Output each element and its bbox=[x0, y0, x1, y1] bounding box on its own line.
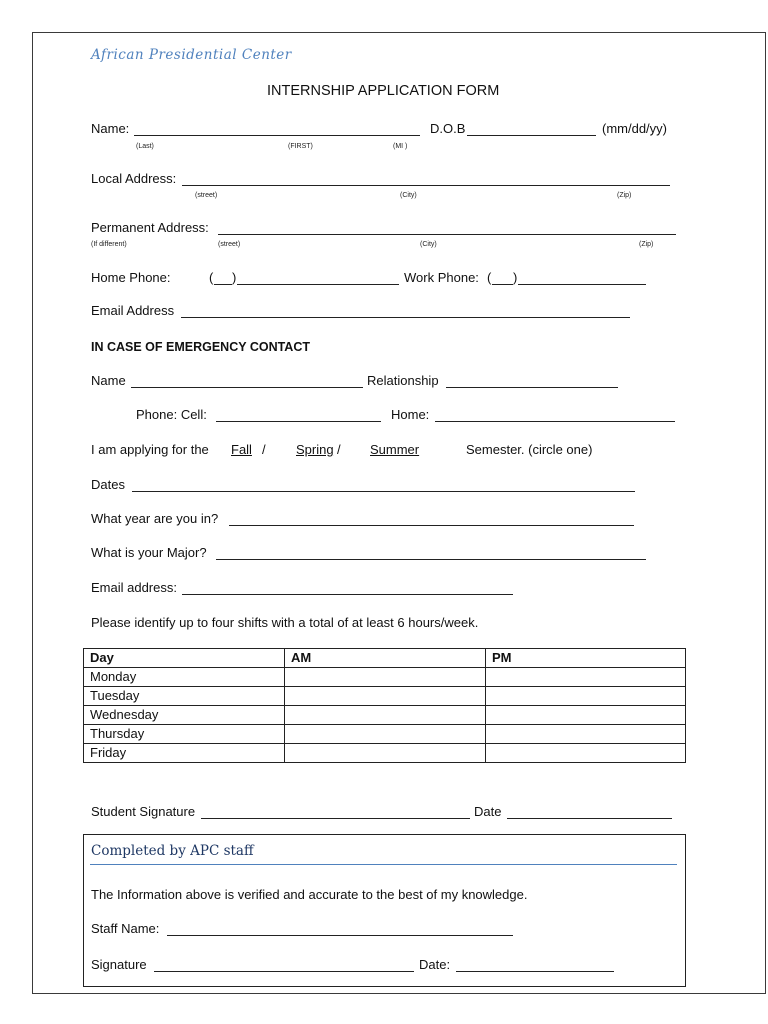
shift-table bbox=[83, 648, 686, 763]
home-phone-paren-open: ( bbox=[209, 270, 214, 285]
staff-date-label: Date: bbox=[419, 957, 451, 972]
name-label: Name: bbox=[91, 121, 130, 136]
table-row bbox=[84, 725, 686, 744]
header-day: Day bbox=[84, 649, 285, 668]
permanent-street-hint: (street) bbox=[218, 241, 241, 248]
dates-label: Dates bbox=[91, 477, 125, 492]
header-am: AM bbox=[285, 649, 486, 668]
major-label: What is your Major? bbox=[91, 545, 207, 560]
pm-cell[interactable] bbox=[486, 706, 686, 725]
local-zip-hint: (Zip) bbox=[617, 192, 632, 199]
signature-date-line[interactable] bbox=[507, 818, 672, 819]
staff-date-line[interactable] bbox=[456, 971, 614, 972]
email-address-line[interactable] bbox=[181, 317, 630, 318]
email-address-2-line[interactable] bbox=[182, 594, 513, 595]
staff-name-label: Staff Name: bbox=[91, 921, 160, 936]
pm-cell[interactable] bbox=[486, 744, 686, 763]
permanent-city-hint: (City) bbox=[420, 241, 437, 248]
work-phone-number-line[interactable] bbox=[518, 284, 646, 285]
day-cell: Thursday bbox=[84, 725, 285, 744]
home-phone-number-line[interactable] bbox=[237, 284, 399, 285]
dob-field-line[interactable] bbox=[467, 135, 596, 136]
day-cell: Tuesday bbox=[84, 687, 285, 706]
emergency-name-line[interactable] bbox=[131, 387, 363, 388]
work-phone-area-line[interactable] bbox=[492, 284, 513, 285]
semester-summer-option[interactable]: Summer bbox=[370, 442, 420, 457]
day-cell: Friday bbox=[84, 744, 285, 763]
staff-name-line[interactable] bbox=[167, 935, 513, 936]
work-phone-label: Work Phone: bbox=[404, 270, 479, 285]
student-signature-line[interactable] bbox=[201, 818, 470, 819]
name-first-hint: (FIRST) bbox=[288, 143, 313, 150]
name-mi-hint: (MI ) bbox=[393, 143, 408, 150]
table-header-row bbox=[84, 649, 686, 668]
home-phone-area-line[interactable] bbox=[214, 284, 232, 285]
emergency-home-line[interactable] bbox=[435, 421, 675, 422]
emergency-cell-line[interactable] bbox=[216, 421, 381, 422]
shifts-note: Please identify up to four shifts with a total of at least 6 hours/week. bbox=[91, 615, 479, 630]
am-cell[interactable] bbox=[285, 744, 486, 763]
table-row bbox=[84, 706, 686, 725]
permanent-zip-hint: (Zip) bbox=[639, 241, 654, 248]
permanent-if-different-hint: (If different) bbox=[91, 241, 127, 248]
emergency-name-label: Name bbox=[91, 373, 126, 388]
semester-fall-option[interactable]: Fall bbox=[231, 442, 252, 457]
dates-line[interactable] bbox=[132, 491, 635, 492]
name-last-hint: (Last) bbox=[136, 143, 154, 150]
local-address-label: Local Address: bbox=[91, 171, 177, 186]
local-street-hint: (street) bbox=[195, 192, 218, 199]
emergency-home-label: Home: bbox=[391, 407, 430, 422]
form-title: INTERNSHIP APPLICATION FORM bbox=[267, 83, 500, 99]
table-row bbox=[84, 744, 686, 763]
name-field-line[interactable] bbox=[134, 135, 420, 136]
table-row bbox=[84, 687, 686, 706]
pm-cell[interactable] bbox=[486, 668, 686, 687]
am-cell[interactable] bbox=[285, 706, 486, 725]
permanent-address-label: Permanent Address: bbox=[91, 220, 209, 235]
staff-signature-label: Signature bbox=[91, 957, 147, 972]
table-row bbox=[84, 668, 686, 687]
day-cell: Wednesday bbox=[84, 706, 285, 725]
signature-date-label: Date bbox=[474, 804, 502, 819]
am-cell[interactable] bbox=[285, 668, 486, 687]
semester-separator-1: / bbox=[262, 442, 266, 457]
semester-separator-2: / bbox=[337, 442, 341, 457]
year-label: What year are you in? bbox=[91, 511, 219, 526]
student-signature-label: Student Signature bbox=[91, 804, 196, 819]
emergency-heading: IN CASE OF EMERGENCY CONTACT bbox=[91, 340, 310, 354]
relationship-label: Relationship bbox=[367, 373, 439, 388]
work-phone-paren-open: ( bbox=[487, 270, 492, 285]
local-address-line[interactable] bbox=[182, 185, 670, 186]
year-line[interactable] bbox=[229, 525, 634, 526]
home-phone-label: Home Phone: bbox=[91, 270, 171, 285]
pm-cell[interactable] bbox=[486, 725, 686, 744]
home-phone-paren-close: ) bbox=[232, 270, 237, 285]
semester-suffix: Semester. (circle one) bbox=[466, 442, 593, 457]
semester-prefix: I am applying for the bbox=[91, 442, 209, 457]
staff-section-title: Completed by APC staff bbox=[91, 843, 254, 859]
dob-format: (mm/dd/yy) bbox=[602, 121, 667, 136]
staff-signature-line[interactable] bbox=[154, 971, 414, 972]
staff-title-rule bbox=[90, 864, 677, 865]
semester-spring-option[interactable]: Spring bbox=[296, 442, 334, 457]
email-address-label: Email Address bbox=[91, 303, 175, 318]
local-city-hint: (City) bbox=[400, 192, 417, 199]
pm-cell[interactable] bbox=[486, 687, 686, 706]
email-address-2-label: Email address: bbox=[91, 580, 177, 595]
am-cell[interactable] bbox=[285, 687, 486, 706]
permanent-address-line[interactable] bbox=[218, 234, 676, 235]
dob-label: D.O.B bbox=[430, 121, 466, 136]
emergency-cell-label: Phone: Cell: bbox=[136, 407, 207, 422]
am-cell[interactable] bbox=[285, 725, 486, 744]
relationship-line[interactable] bbox=[446, 387, 618, 388]
organization-name: African Presidential Center bbox=[91, 47, 292, 63]
work-phone-paren-close: ) bbox=[513, 270, 518, 285]
staff-statement: The Information above is verified and accurate to the best of my knowledge. bbox=[91, 887, 528, 902]
header-pm: PM bbox=[486, 649, 686, 668]
major-line[interactable] bbox=[216, 559, 646, 560]
day-cell: Monday bbox=[84, 668, 285, 687]
